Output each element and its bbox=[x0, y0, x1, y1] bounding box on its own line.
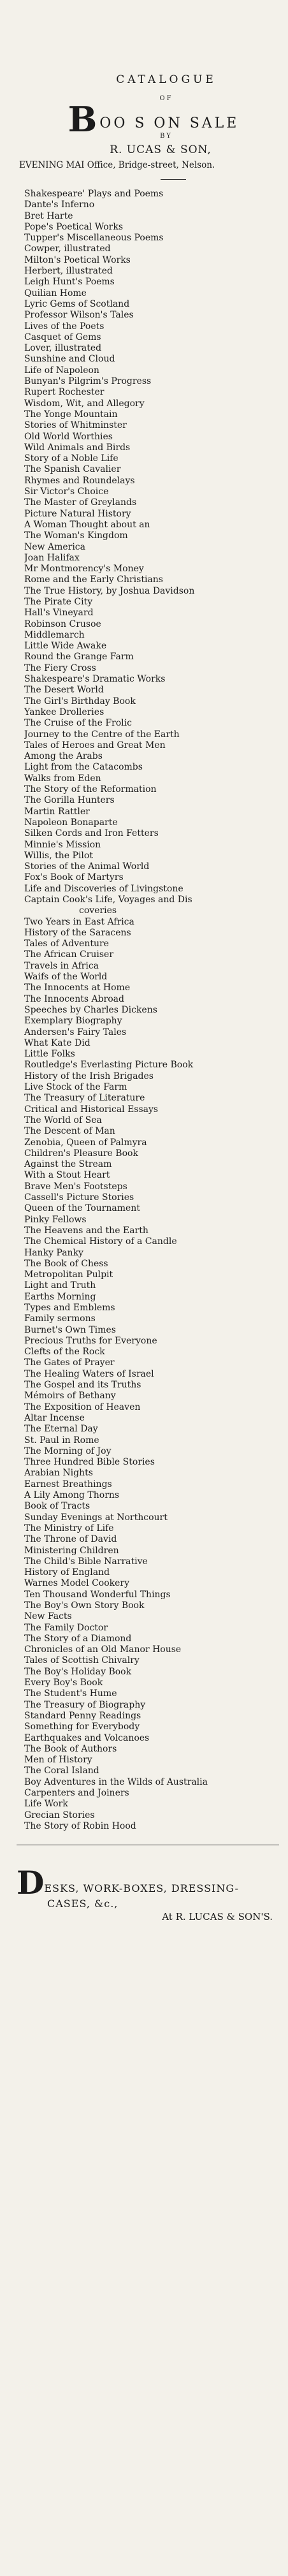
book-title-item: Shakespeare's Dramatic Works bbox=[24, 674, 166, 685]
book-title-item: The Gorilla Hunters bbox=[24, 795, 115, 806]
book-title-item: The Ministry of Life bbox=[24, 1523, 114, 1533]
book-title-item: Cassell's Picture Stories bbox=[24, 1192, 134, 1203]
book-title-item: Something for Everybody bbox=[24, 1722, 140, 1732]
book-title-item: The Healing Waters of Israel bbox=[24, 1368, 154, 1379]
book-title-item: Middlemarch bbox=[24, 629, 85, 640]
book-title-item: Professor Wilson's Tales bbox=[24, 310, 134, 321]
book-title-item: Martin Rattler bbox=[24, 806, 90, 817]
books-on-sale-text: OO S ON SALE bbox=[99, 115, 240, 131]
book-title-item: The Child's Bible Narrative bbox=[24, 1556, 148, 1567]
book-title-item: Napoleon Bonaparte bbox=[24, 817, 118, 828]
book-title-item: Clefts of the Rock bbox=[24, 1347, 105, 1358]
book-title-item: Queen of the Tournament bbox=[24, 1203, 140, 1214]
book-title-item: Book of Tracts bbox=[24, 1501, 90, 1512]
book-title-item: The Throne of David bbox=[24, 1534, 117, 1545]
book-title-item: Burnet's Own Times bbox=[24, 1324, 116, 1335]
book-title-item: Story of a Noble Life bbox=[24, 453, 119, 464]
book-title-item: The Innocents at Home bbox=[24, 983, 131, 993]
book-title-item: Earths Morning bbox=[24, 1291, 96, 1302]
book-title-item: Live Stock of the Farm bbox=[24, 1082, 127, 1093]
book-title-item: coveries bbox=[79, 905, 117, 916]
book-title-item: Rupert Rochester bbox=[24, 387, 104, 398]
book-title-item: Silken Cords and Iron Fetters bbox=[24, 828, 159, 839]
book-title-item: The Coral Island bbox=[24, 1766, 99, 1776]
book-title-item: The World of Sea bbox=[24, 1115, 102, 1125]
book-title-item: The Desert World bbox=[24, 685, 104, 696]
book-title-item: Every Boy's Book bbox=[24, 1678, 103, 1688]
book-title-item: Little Wide Awake bbox=[24, 641, 107, 652]
book-title-item: The African Cruiser bbox=[24, 949, 114, 960]
book-title-item: The Girl's Birthday Book bbox=[24, 696, 136, 706]
book-title-item: The Yonge Mountain bbox=[24, 409, 118, 420]
office-address: EVENING MAI Office, Bridge-street, Nelson. bbox=[19, 160, 215, 170]
book-title-item: The Fiery Cross bbox=[24, 662, 96, 673]
book-title-item: Family sermons bbox=[24, 1314, 96, 1324]
book-title-item: The Morning of Joy bbox=[24, 1445, 112, 1456]
book-title-item: Sir Victor's Choice bbox=[24, 487, 109, 497]
book-title-item: Light and Truth bbox=[24, 1280, 96, 1291]
book-title-item: The Innocents Abroad bbox=[24, 993, 124, 1004]
book-title-item: The Treasury of Biography bbox=[24, 1699, 146, 1710]
book-title-item: Milton's Poetical Works bbox=[24, 254, 131, 265]
book-title-item: Chronicles of an Old Manor House bbox=[24, 1644, 182, 1655]
book-title-item: Tales of Adventure bbox=[24, 939, 109, 949]
book-title-item: Critical and Historical Essays bbox=[24, 1104, 159, 1115]
book-title-item: New America bbox=[24, 541, 85, 552]
book-title-item: Carpenters and Joiners bbox=[24, 1788, 129, 1799]
by-label: BY bbox=[160, 133, 173, 140]
book-title-item: Metropolitan Pulpit bbox=[24, 1270, 113, 1280]
book-title-item: Rome and the Early Christians bbox=[24, 574, 163, 585]
book-title-item: Children's Pleasure Book bbox=[24, 1148, 138, 1159]
book-title-item: Waifs of the World bbox=[24, 972, 108, 983]
book-title-item: The Pirate City bbox=[24, 596, 93, 607]
book-title-item: The Treasury of Literature bbox=[24, 1093, 145, 1104]
book-title-item: Brave Men's Footsteps bbox=[24, 1181, 127, 1192]
book-title-item: The Boy's Holiday Book bbox=[24, 1666, 132, 1677]
book-title-item: Bret Harte bbox=[24, 210, 73, 221]
book-title-item: Tales of Scottish Chivalry bbox=[24, 1655, 140, 1666]
book-title-item: Lyric Gems of Scotland bbox=[24, 298, 130, 309]
book-title-item: Life of Napoleon bbox=[24, 365, 99, 376]
book-title-item: Robinson Crusoe bbox=[24, 618, 101, 629]
book-title-item: Speeches by Charles Dickens bbox=[24, 1004, 157, 1015]
book-title-item: The True History, by Joshua Davidson bbox=[24, 585, 195, 596]
book-title-item: The Chemical History of a Candle bbox=[24, 1236, 177, 1247]
book-title-item: Ministering Children bbox=[24, 1545, 119, 1556]
book-title-item: The Story of a Diamond bbox=[24, 1633, 132, 1644]
book-title-item: Standard Penny Readings bbox=[24, 1710, 141, 1721]
book-title-item: Light from the Catacombs bbox=[24, 762, 143, 773]
book-title-item: Grecian Stories bbox=[24, 1810, 95, 1820]
book-title-item: Picture Natural History bbox=[24, 508, 131, 519]
book-title-item: Among the Arabs bbox=[24, 751, 103, 762]
book-title-item: The Descent of Man bbox=[24, 1126, 115, 1137]
book-title-item: The Cruise of the Frolic bbox=[24, 718, 132, 729]
heading-divider bbox=[161, 179, 186, 180]
book-title-item: Captain Cook's Life, Voyages and Dis bbox=[24, 895, 192, 905]
book-title-item: The Heavens and the Earth bbox=[24, 1225, 148, 1236]
book-title-item: Round the Grange Farm bbox=[24, 652, 134, 662]
book-title-item: With a Stout Heart bbox=[24, 1170, 110, 1181]
book-title-item: Hall's Vineyard bbox=[24, 608, 94, 618]
catalogue-page bbox=[0, 73, 288, 2576]
book-title-item: Journey to the Centre of the Earth bbox=[24, 729, 180, 740]
book-title-item: Fox's Book of Martyrs bbox=[24, 872, 124, 883]
book-title-item: Earthquakes and Volcanoes bbox=[24, 1732, 150, 1743]
book-title-item: Tales of Heroes and Great Men bbox=[24, 740, 166, 750]
book-title-item: The Spanish Cavalier bbox=[24, 464, 121, 475]
book-title-item: Travels in Africa bbox=[24, 960, 99, 971]
book-title-item: Andersen's Fairy Tales bbox=[24, 1027, 127, 1037]
book-title-item: The Family Doctor bbox=[24, 1622, 108, 1633]
book-title-list bbox=[17, 189, 279, 1832]
book-title-item: The Eternal Day bbox=[24, 1424, 98, 1435]
catalogue-heading: CATALOGUE bbox=[116, 73, 217, 86]
book-title-item: Quilian Home bbox=[24, 288, 87, 298]
book-title-item: Cowper, illustrated bbox=[24, 244, 111, 254]
book-title-item: Minnie's Mission bbox=[24, 839, 101, 850]
book-title-item: Wisdom, Wit, and Allegory bbox=[24, 398, 145, 409]
book-title-item: Types and Emblems bbox=[24, 1302, 115, 1313]
book-title-item: Stories of Whitminster bbox=[24, 420, 127, 431]
book-title-item: Tupper's Miscellaneous Poems bbox=[24, 233, 164, 244]
book-title-item: Casquet of Gems bbox=[24, 332, 101, 342]
book-title-item: The Book of Chess bbox=[24, 1258, 108, 1269]
book-title-item: The Exposition of Heaven bbox=[24, 1401, 141, 1412]
book-title-item: The Gospel and its Truths bbox=[24, 1380, 141, 1391]
firm-name: R. UCAS & SON, bbox=[110, 143, 212, 156]
book-title-item: Arabian Nights bbox=[24, 1468, 93, 1479]
book-title-item: New Facts bbox=[24, 1611, 72, 1622]
book-title-item: What Kate Did bbox=[24, 1037, 90, 1048]
book-title-item: Routledge's Everlasting Picture Book bbox=[24, 1060, 194, 1071]
book-title-item: Yankee Drolleries bbox=[24, 706, 104, 717]
book-title-item: Willis, the Pilot bbox=[24, 850, 93, 861]
book-title-item: Bunyan's Pilgrim's Progress bbox=[24, 376, 152, 387]
book-title-item: Mr Montmorency's Money bbox=[24, 564, 144, 574]
book-title-item: Three Hundred Bible Stories bbox=[24, 1457, 155, 1468]
book-title-item: Mémoirs of Bethany bbox=[24, 1391, 116, 1401]
book-title-item: Exemplary Biography bbox=[24, 1016, 122, 1027]
book-title-item: Warnes Model Cookery bbox=[24, 1578, 130, 1589]
book-title-item: Dante's Inferno bbox=[24, 200, 95, 210]
book-title-item: Old World Worthies bbox=[24, 431, 113, 442]
book-title-item: Walks from Eden bbox=[24, 773, 101, 784]
books-initial: B bbox=[68, 99, 97, 140]
desks-advertisement bbox=[17, 1864, 279, 1923]
desks-initial: D bbox=[17, 1864, 45, 1902]
book-title-item: The Master of Greylands bbox=[24, 497, 137, 508]
desks-line-1: ESKS, WORK-BOXES, DRESSING- bbox=[44, 1882, 239, 1895]
book-title-item: Rhymes and Roundelays bbox=[24, 475, 135, 486]
book-title-item: Little Folks bbox=[24, 1049, 75, 1060]
book-title-item: Pope's Poetical Works bbox=[24, 221, 124, 232]
book-title-item: Against the Stream bbox=[24, 1159, 112, 1170]
desks-firm: At R. LUCAS & SON'S. bbox=[162, 1911, 273, 1923]
book-title-item: Altar Incense bbox=[24, 1412, 85, 1423]
book-title-item: Sunday Evenings at Northcourt bbox=[24, 1512, 168, 1523]
book-title-item: History of the Saracens bbox=[24, 927, 131, 938]
book-title-item: Precious Truths for Everyone bbox=[24, 1335, 157, 1346]
book-title-item: Life and Discoveries of Livingstone bbox=[24, 883, 184, 894]
book-title-item: Sunshine and Cloud bbox=[24, 354, 115, 365]
book-title-item: Two Years in East Africa bbox=[24, 916, 134, 927]
book-title-item: The Story of the Reformation bbox=[24, 784, 157, 795]
book-title-item: Lives of the Poets bbox=[24, 321, 104, 332]
book-title-item: Shakespeare' Plays and Poems bbox=[24, 189, 164, 199]
book-title-item: Boy Adventures in the Wilds of Australia bbox=[24, 1776, 208, 1787]
book-title-item: The Student's Hume bbox=[24, 1688, 117, 1699]
book-title-item: Wild Animals and Birds bbox=[24, 442, 131, 453]
book-title-item: Lover, illustrated bbox=[24, 343, 102, 354]
book-title-item: Zenobia, Queen of Palmyra bbox=[24, 1137, 147, 1148]
book-title-item: Joan Halifax bbox=[24, 552, 80, 563]
book-title-item: Men of History bbox=[24, 1755, 92, 1766]
desks-line-2: CASES, &c., bbox=[47, 1898, 119, 1910]
book-title-item: The Boy's Own Story Book bbox=[24, 1600, 145, 1611]
book-title-item: The Story of Robin Hood bbox=[24, 1820, 136, 1831]
book-title-item: Herbert, illustrated bbox=[24, 266, 113, 277]
book-title-item: Stories of the Animal World bbox=[24, 861, 150, 872]
book-title-item: Earnest Breathings bbox=[24, 1479, 112, 1489]
book-title-item: The Woman's Kingdom bbox=[24, 531, 128, 541]
book-title-item: Hanky Panky bbox=[24, 1247, 83, 1258]
book-title-item: Ten Thousand Wonderful Things bbox=[24, 1589, 171, 1600]
of-label: OF bbox=[159, 95, 173, 102]
book-title-item: History of the Irish Brigades bbox=[24, 1071, 154, 1081]
book-title-item: Leigh Hunt's Poems bbox=[24, 277, 115, 288]
book-title-item: The Gates of Prayer bbox=[24, 1358, 115, 1368]
book-title-item: A Lily Among Thorns bbox=[24, 1490, 120, 1501]
book-title-item: History of England bbox=[24, 1567, 110, 1578]
book-title-item: Life Work bbox=[24, 1799, 68, 1810]
book-title-item: Pinky Fellows bbox=[24, 1214, 87, 1225]
book-title-item: St. Paul in Rome bbox=[24, 1435, 99, 1445]
book-title-item: A Woman Thought about an bbox=[24, 519, 150, 530]
book-title-item: The Book of Authors bbox=[24, 1743, 117, 1754]
